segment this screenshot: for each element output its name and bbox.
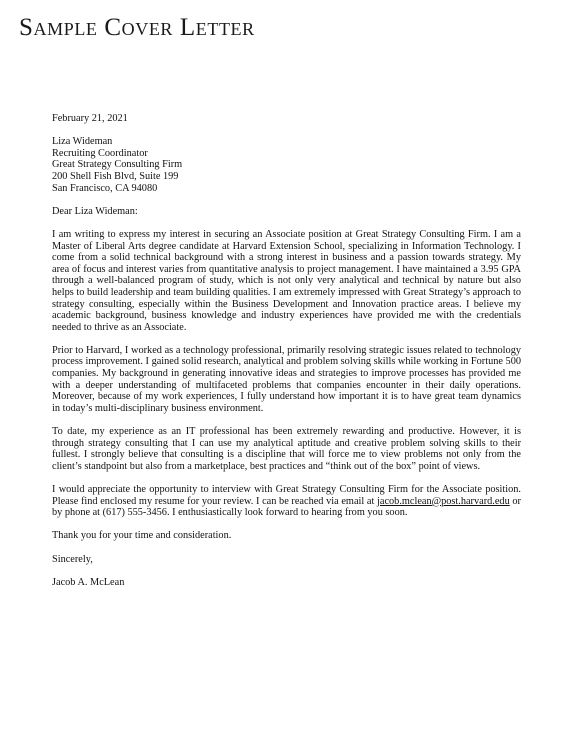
contact-text-after: or by phone at (617) 555-3456. I enthusiastically look forward to hearing from you soon. [52,495,521,519]
recipient-company: Great Strategy Consulting Firm [52,159,183,171]
page-title: Sample Cover Letter [19,14,255,41]
recipient-street: 200 Shell Fish Blvd, Suite 199 [52,170,179,182]
paragraph-motivation: To date, my experience as an IT professional has been extremely rewarding and productive. However, it is through strategy consulting that I can use my analytical aptitude and creative problem solving skills to their fullest. I strongly believe that consulting is a discipline that will force me to view problems not only from the client’s standpoint but also from a marketplace, best practices and “think out of the box” point of views. [52,426,521,472]
salutation: Dear Liza Wideman: [52,205,138,217]
letter-body [52,113,521,588]
signature-name: Jacob A. McLean [52,576,125,588]
closing-line: Thank you for your time and consideration. [52,530,232,542]
recipient-city: San Francisco, CA 94080 [52,182,158,194]
recipient-address [52,136,521,194]
letter-date: February 21, 2021 [52,113,128,124]
email-link[interactable]: jacob.mclean@post.harvard.edu [377,495,510,507]
contact-text-before: I would appreciate the opportunity to interview with Great Strategy Consulting Firm for the Associate position. Please find enclosed my resume for your review. I can be reached via email at [52,484,521,507]
paragraph-experience: Prior to Harvard, I worked as a technology professional, primarily resolving strategic issues related to technology process improvement. I gained solid research, analytical and problem solving skills while working in Fortune 500 companies. My background in generating innovative ideas and strategies to improve processes has provided me with a deeper understanding of multifaceted problems that companies encounter in their daily operations. Moreover, because of my work experiences, I fully understand how important it is to have great team dynamics in today’s multi-disciplinary business environment. [52,344,521,414]
recipient-name: Liza Wideman [52,136,113,148]
recipient-title: Recruiting Coordinator [52,147,148,159]
sign-off: Sincerely, [52,553,93,565]
paragraph-intro: I am writing to express my interest in securing an Associate position at Great Strategy Consulting Firm. I am a Master of Liberal Arts degree candidate at Harvard Extension School, specializing in Information Technology. I come from a solid technical background with a strong interest in business and a passion towards strategy. My area of focus and interest varies from quantitative analysis to project management. I have maintained a 3.95 GPA through a well-balanced program of study, which is not only very analytical and technical by nature but also helps to build leadership and team building qualities. I am extremely impressed with Great Strategy’s approach to strategy consulting, especially within the Business Development and Innovation practice areas. I believe my academic background, business knowledge and industry experiences have provided me with the credentials needed to thrive as an Associate. [52,228,521,333]
paragraph-contact [52,484,521,519]
